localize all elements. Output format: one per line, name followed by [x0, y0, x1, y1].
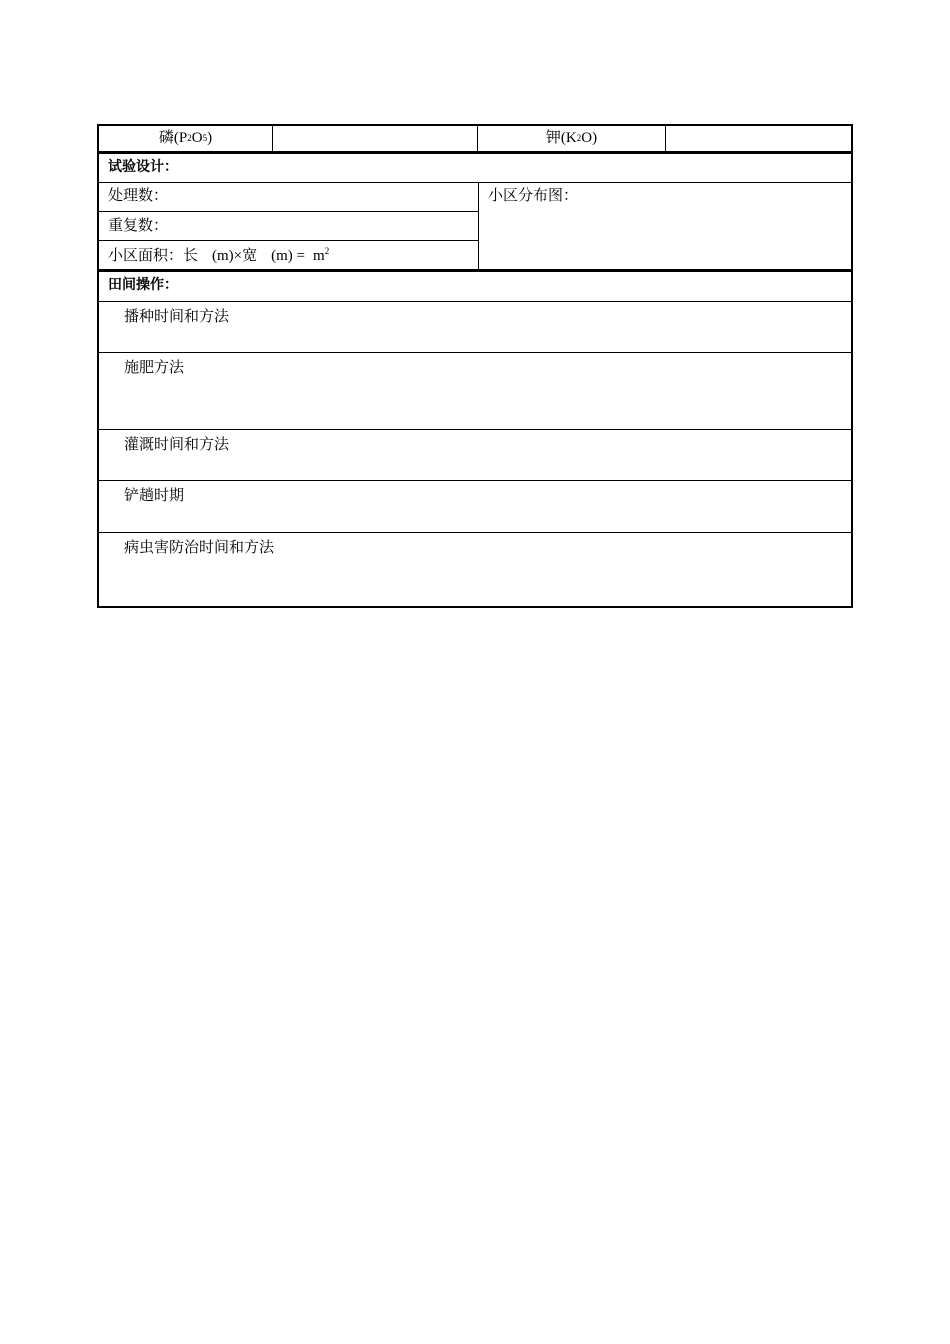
area-equals-label: (m) = — [271, 248, 306, 264]
op-label-pest-control: 病虫害防治时间和方法 — [124, 540, 275, 556]
design-heading: 试验设计： — [108, 159, 178, 175]
potassium-label-prefix: 钾(K — [545, 130, 577, 146]
op-row-irrigation[interactable] — [99, 430, 851, 481]
phosphorus-label — [99, 126, 273, 151]
potassium-label — [478, 126, 666, 151]
replicates-label: 重复数： — [108, 218, 169, 234]
plot-area-field[interactable] — [99, 241, 478, 269]
design-block — [99, 183, 851, 272]
area-width-label: (m)×宽 — [212, 248, 258, 264]
op-row-cultivation[interactable] — [99, 481, 851, 533]
field-ops-heading-row — [99, 272, 851, 302]
plot-map-label: 小区分布图： — [488, 188, 579, 204]
potassium-label-suffix: O) — [581, 130, 598, 146]
field-ops-heading: 田间操作： — [108, 277, 178, 293]
design-left-column — [99, 183, 479, 269]
op-label-cultivation: 铲趟时期 — [124, 488, 185, 504]
op-label-irrigation: 灌溉时间和方法 — [124, 437, 230, 453]
area-unit-superscript: 2 — [324, 246, 330, 256]
field-trial-form — [97, 124, 853, 608]
treatments-label: 处理数： — [108, 188, 169, 204]
op-row-pest-control[interactable] — [99, 533, 851, 606]
op-row-fertilizing[interactable] — [99, 353, 851, 430]
phosphorus-label-suffix: ) — [207, 130, 213, 146]
phosphorus-label-prefix: 磷(P — [158, 130, 188, 146]
area-unit-label: m — [313, 248, 325, 264]
treatments-field[interactable] — [99, 183, 478, 212]
potassium-value-field[interactable] — [666, 126, 851, 151]
potassium-sub: 2 — [576, 133, 582, 143]
phosphorus-value-field[interactable] — [273, 126, 478, 151]
op-row-sowing[interactable] — [99, 302, 851, 353]
area-length-label: 小区面积：长 — [108, 248, 199, 264]
op-label-sowing: 播种时间和方法 — [124, 309, 230, 325]
plot-map-field[interactable] — [479, 183, 851, 269]
replicates-field[interactable] — [99, 212, 478, 241]
phosphorus-sub-1: 2 — [187, 133, 192, 143]
op-label-fertilizing: 施肥方法 — [124, 360, 185, 376]
phosphorus-sub-2: 5 — [202, 133, 208, 143]
phosphorus-label-mid: O — [191, 130, 203, 146]
design-heading-row — [99, 154, 851, 183]
fertilizer-row — [99, 126, 851, 154]
